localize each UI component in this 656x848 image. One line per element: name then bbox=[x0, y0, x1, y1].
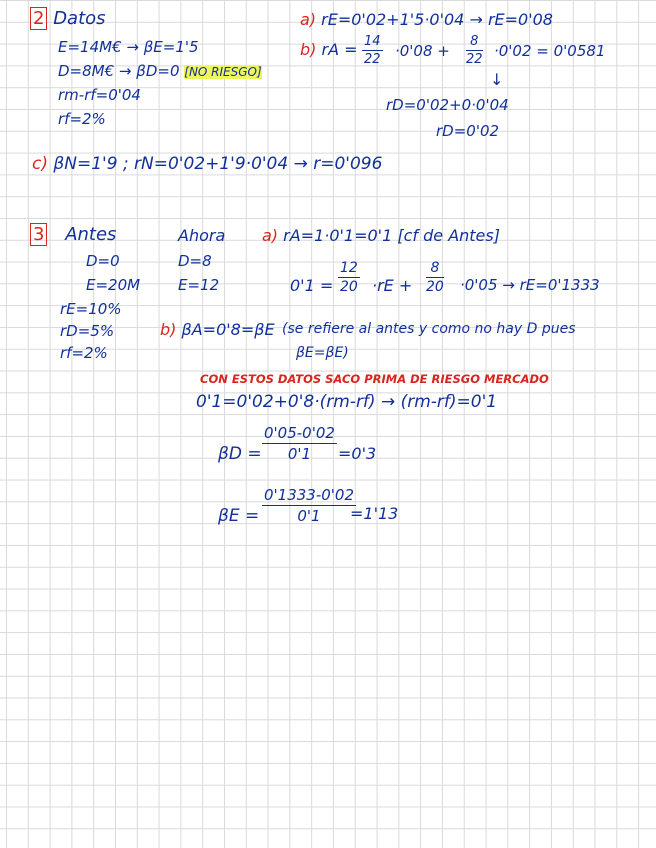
exercise-2-heading bbox=[30, 10, 106, 28]
ahora-d: D=8 bbox=[178, 252, 212, 270]
ex2-part-a bbox=[300, 12, 553, 28]
ex3-part-b-equation: βA=0'8=βE bbox=[181, 320, 275, 339]
ex2-data-line-3: rm-rf=0'04 bbox=[58, 86, 141, 104]
ex2-part-b-label: b) bbox=[300, 40, 317, 59]
ex2-part-b-middle: ·0'08 + bbox=[395, 42, 450, 60]
ex3-a2-frac1-num: 12 bbox=[340, 260, 358, 276]
beta-d-lhs: βD = bbox=[218, 444, 262, 464]
beta-d-rhs: =0'3 bbox=[338, 444, 377, 463]
beta-e-rhs: =1'13 bbox=[350, 504, 399, 523]
ex2-part-b-frac2-num: 8 bbox=[466, 34, 483, 51]
beta-e-num: 0'1333-0'02 bbox=[264, 486, 355, 504]
ex2-part-b-frac1-num: 14 bbox=[364, 34, 381, 49]
ex3-a2-frac2-num: 8 bbox=[426, 260, 444, 278]
ex3-part-a bbox=[262, 228, 500, 244]
red-note-prima-riesgo: CON ESTOS DATOS SACO PRIMA DE RIESGO MERCADO bbox=[200, 372, 549, 386]
beta-d-den: 0'1 bbox=[287, 445, 312, 463]
ex2-part-b-rhs: ·0'02 = 0'0581 bbox=[494, 42, 606, 60]
antes-e: E=20M bbox=[86, 276, 141, 294]
ex3-part-a2-lhs: 0'1 = bbox=[290, 276, 334, 295]
ex2-rd-line: rD=0'02+0·0'04 bbox=[386, 96, 509, 114]
prima-equation: 0'1=0'02+0'8·(rm-rf) → (rm-rf)=0'1 bbox=[196, 392, 498, 412]
ex3-part-a-label: a) bbox=[262, 226, 279, 245]
ex2-part-b-fraction-1 bbox=[362, 34, 383, 67]
ahora-title: Ahora bbox=[178, 226, 226, 245]
beta-d-fraction bbox=[262, 424, 337, 463]
no-riesgo-highlight: [NO RIESGO] bbox=[184, 65, 262, 79]
ahora-e: E=12 bbox=[178, 276, 220, 294]
ex2-data-line-2 bbox=[58, 64, 262, 79]
ex2-part-b-frac1-den: 22 bbox=[364, 52, 381, 67]
ex2-rd-result: rD=0'02 bbox=[436, 122, 500, 140]
exercise-number-2: 2 bbox=[30, 7, 47, 30]
antes-title: Antes bbox=[65, 224, 117, 245]
ex2-data-line-1: E=14M€ → βE=1'5 bbox=[58, 38, 199, 56]
ex3-part-a2-middle: ·rE + bbox=[372, 276, 413, 295]
ex2-data-line-4: rf=2% bbox=[58, 110, 106, 128]
ex3-part-a2-fraction-2 bbox=[426, 260, 444, 295]
beta-e-lhs: βE = bbox=[218, 506, 260, 526]
ex2-data-line-2-text: D=8M€ → βD=0 bbox=[58, 62, 185, 80]
ex3-part-b-note-2: βE=βE) bbox=[296, 345, 349, 361]
ex2-part-b-label-wrap bbox=[300, 42, 358, 58]
antes-d: D=0 bbox=[86, 252, 120, 270]
exercise-3-heading bbox=[30, 226, 116, 244]
ex2-part-b-frac2-den: 22 bbox=[466, 52, 483, 67]
ex2-part-a-equation: rE=0'02+1'5·0'04 → rE=0'08 bbox=[321, 10, 553, 29]
ex3-part-b-label: b) bbox=[160, 320, 177, 339]
ex3-a2-frac1-den: 20 bbox=[340, 279, 358, 295]
ex3-a2-frac2-den: 20 bbox=[426, 279, 444, 295]
ex3-part-b-note: (se refiere al antes y como no hay D pues bbox=[282, 321, 576, 337]
beta-d-num: 0'05-0'02 bbox=[264, 424, 335, 442]
ex2-part-c-label: c) bbox=[32, 154, 48, 174]
exercise-number-3: 3 bbox=[30, 223, 47, 246]
ex2-part-b-fraction-2 bbox=[466, 34, 483, 67]
antes-rf: rf=2% bbox=[60, 344, 108, 362]
ex2-part-c bbox=[32, 156, 382, 173]
ex2-part-b-lhs: rA = bbox=[321, 40, 358, 59]
ex2-part-c-equation: βN=1'9 ; rN=0'02+1'9·0'04 → r=0'096 bbox=[53, 154, 383, 174]
antes-rd: rD=5% bbox=[60, 322, 115, 340]
ex3-part-a2-fraction-1 bbox=[338, 260, 360, 295]
ex3-part-b bbox=[160, 322, 275, 338]
ex2-arrow-down-icon: ↓ bbox=[490, 70, 504, 89]
ex2-part-a-label: a) bbox=[300, 10, 317, 29]
datos-heading: Datos bbox=[53, 8, 106, 29]
ex3-part-a2-rhs: ·0'05 → rE=0'1333 bbox=[460, 276, 600, 294]
beta-e-fraction bbox=[262, 486, 356, 525]
ex3-part-a-equation: rA=1·0'1=0'1 [cf de Antes] bbox=[283, 226, 500, 245]
beta-e-den: 0'1 bbox=[297, 507, 321, 525]
antes-re: rE=10% bbox=[60, 300, 122, 318]
